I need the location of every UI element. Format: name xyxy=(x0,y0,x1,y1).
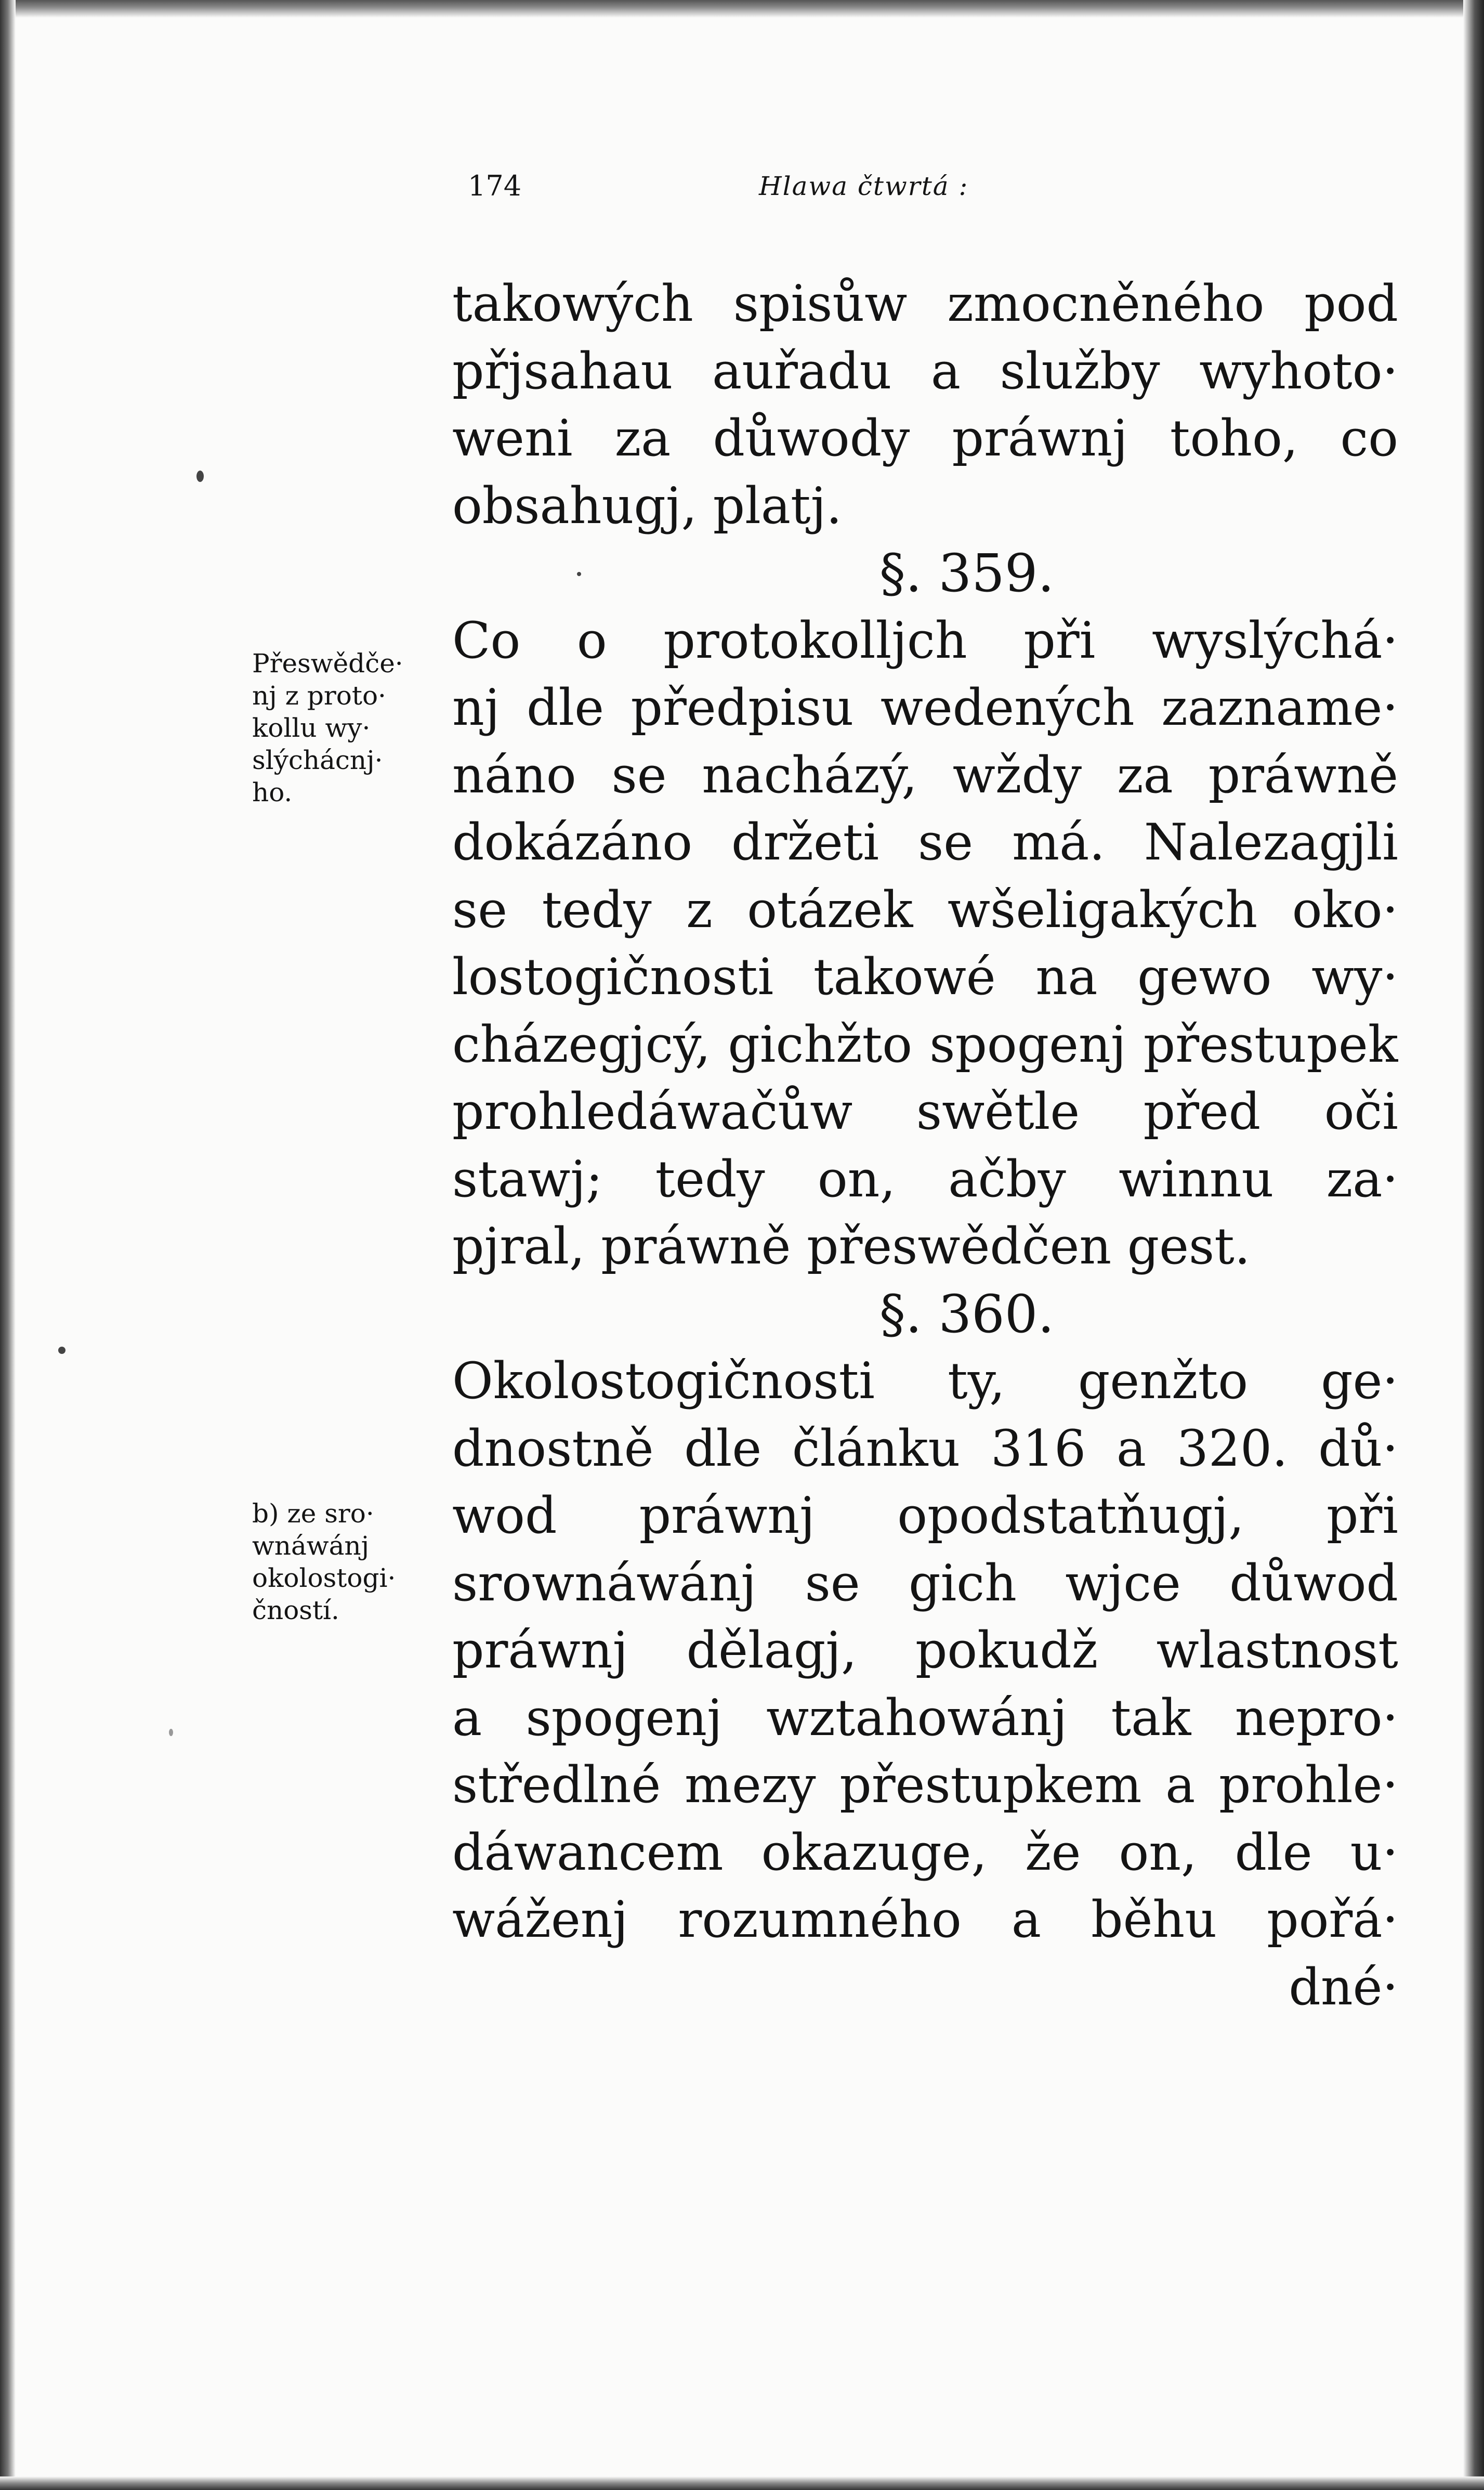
text-line: pjral, práwně přeswědčen gest. xyxy=(452,1217,1251,1275)
catchword: dné· xyxy=(1289,1958,1398,2016)
text-line: cházegjcý, gichžto spogenj přestupek xyxy=(452,1015,1398,1074)
text-line: dáwancem okazuge, že on, dle u· xyxy=(452,1823,1398,1882)
margin-note-line: Přeswědče· xyxy=(252,648,403,679)
text-line: práwnj dělagj, pokudž wlastnost xyxy=(452,1621,1398,1679)
text-line: středlné mezy přestupkem a prohle· xyxy=(452,1756,1398,1814)
text-line: wod práwnj opodstatňugj, při xyxy=(452,1487,1398,1545)
running-head: Hlawa čtwrtá : xyxy=(759,171,969,201)
margin-note-line: wnáwánj xyxy=(252,1531,370,1561)
page-edge-top xyxy=(0,0,1484,18)
text-line: dokázáno držeti se má. Nalezagjli xyxy=(452,813,1398,871)
text-line: takowých spisůw zmocněného pod xyxy=(452,275,1398,333)
margin-note-line: kollu wy· xyxy=(252,713,371,743)
page-header xyxy=(468,165,1055,207)
margin-note xyxy=(252,647,450,809)
text-line: přjsahau auřadu a služby wyhoto· xyxy=(452,342,1398,400)
text-line: lostogičnosti takowé na gewo wy· xyxy=(452,948,1398,1006)
text-line: nj dle předpisu wedených zazname· xyxy=(452,679,1398,737)
margin-note-line: ho. xyxy=(252,777,293,807)
ink-speck xyxy=(58,1347,65,1354)
text-line: weni za důwody práwnj toho, co xyxy=(452,409,1398,467)
text-line: wáženj rozumného a běhu pořá· xyxy=(452,1891,1398,1949)
text-line: náno se nacházý, wždy za práwně xyxy=(452,746,1398,804)
page-edge-bottom xyxy=(0,2476,1484,2490)
text-line: a spogenj wztahowánj tak nepro· xyxy=(452,1688,1398,1747)
main-text xyxy=(452,270,1398,2021)
text-line: obsahugj, platj. xyxy=(452,476,842,535)
ink-speck xyxy=(196,471,204,482)
text-line: srownáwánj se gich wjce důwod xyxy=(452,1554,1398,1612)
section-heading: §. 359. xyxy=(879,543,1055,604)
page-number: 174 xyxy=(468,170,522,202)
text-line: dnostně dle článku 316 a 320. dů· xyxy=(452,1419,1398,1478)
margin-note-line: nj z proto· xyxy=(252,681,386,711)
page-edge-left xyxy=(0,0,16,2490)
text-line: Co o protokolljch při wyslýchá· xyxy=(452,611,1398,670)
text-line: prohledáwačůw swětle před oči xyxy=(452,1083,1398,1141)
text-line: se tedy z otázek wšeligakých oko· xyxy=(452,880,1398,939)
section-heading: §. 360. xyxy=(879,1283,1055,1345)
margin-note-line: b) ze sro· xyxy=(252,1498,374,1529)
text-line: stawj; tedy on, ačby winnu za· xyxy=(452,1150,1398,1208)
margin-note xyxy=(252,1497,450,1626)
ink-speck xyxy=(169,1729,173,1736)
margin-note-line: slýchácnj· xyxy=(252,745,383,775)
margin-note-line: okolostogi· xyxy=(252,1563,396,1593)
margin-note-line: čností. xyxy=(252,1595,339,1625)
page-edge-right xyxy=(1463,0,1484,2490)
text-line: Okolostogičnosti ty, genžto ge· xyxy=(452,1352,1398,1410)
